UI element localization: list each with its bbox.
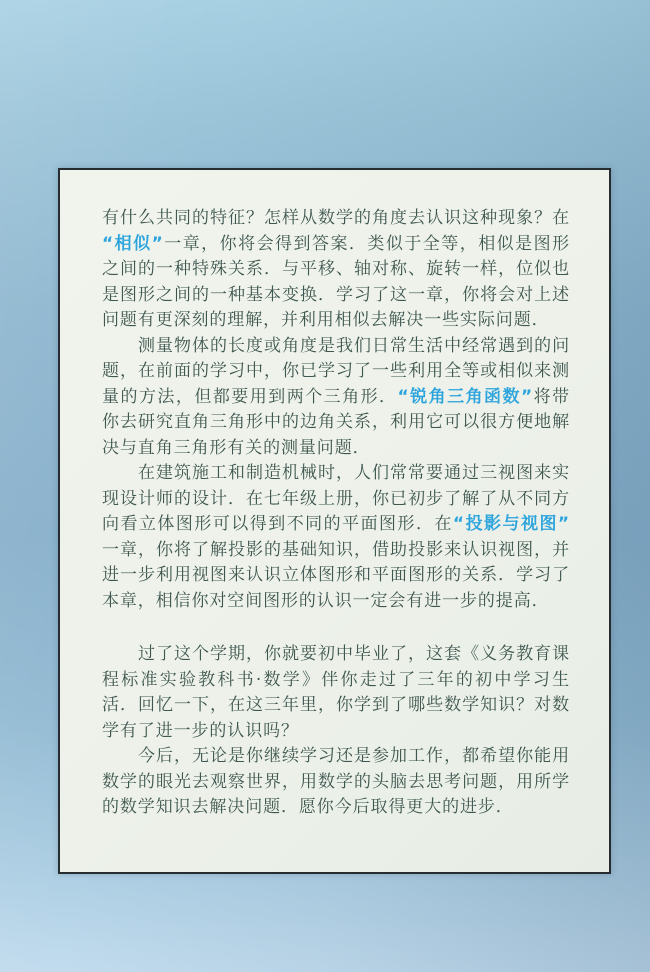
text-area — [102, 206, 570, 821]
paragraph-graduation — [102, 642, 570, 744]
chapter-title-acute-trig-functions: “锐角三角函数” — [397, 386, 534, 407]
paragraph-text: 一章，你将了解投影的基础知识，借助投影来认识视图，并进一步利用视图来认识立体图形和平面图形的关系．学习了本章，相信你对空间图形的认识一定会有进一步的提高． — [102, 539, 570, 611]
chapter-title-projection-and-views: “投影与视图” — [452, 514, 570, 534]
paragraph-text: 将带你去研究直角三角形中的边角关系，利用它可以很方便地解决与直角三角形有关的测量问题． — [102, 386, 570, 458]
content-frame — [58, 168, 611, 874]
paragraph-text: 今后，无论是你继续学习还是参加工作，都希望你能用数学的眼光去观察世界，用数学的头脑去思考问题，用所学的数学知识去解决问题．愿你今后取得更大的进步． — [102, 746, 570, 817]
paragraph-projection — [102, 461, 570, 614]
paragraph-similarity — [102, 206, 570, 334]
paragraph-text: 在建筑施工和制造机械时，人们常常要通过三视图来实现设计师的设计．在七年级上册，你已初步了解了从不同方向看立体图形可以得到不同的平面图形．在 — [102, 463, 570, 534]
paragraph-farewell — [102, 744, 570, 821]
paragraph-text: 过了这个学期，你就要初中毕业了，这套《义务教育课程标准实验教科书·数学》伴你走过了三年的初中学习生活．回忆一下，在这三年里，你学到了哪些数学知识？对数学有了进一步的认识吗？ — [102, 644, 570, 741]
paragraph-trigonometry — [102, 334, 570, 462]
paragraph-text: 一章，你将会得到答案．类似于全等，相似是图形之间的一种特殊关系．与平移、轴对称、旋转一样，位似也是图形之间的一种基本变换．学习了这一章，你将会对上述问题有更深刻的理解，并利用相似去解决一些实际问题． — [102, 233, 570, 330]
chapter-title-similarity: “相似” — [102, 233, 164, 254]
paragraph-text: 有什么共同的特征？怎样从数学的角度去认识这种现象？在 — [102, 208, 570, 228]
paragraph-text: 测量物体的长度或角度是我们日常生活中经常遇到的问题，在前面的学习中，你已学习了一些利用全等或相似来测量的方法，但都要用到两个三角形． — [102, 335, 570, 407]
